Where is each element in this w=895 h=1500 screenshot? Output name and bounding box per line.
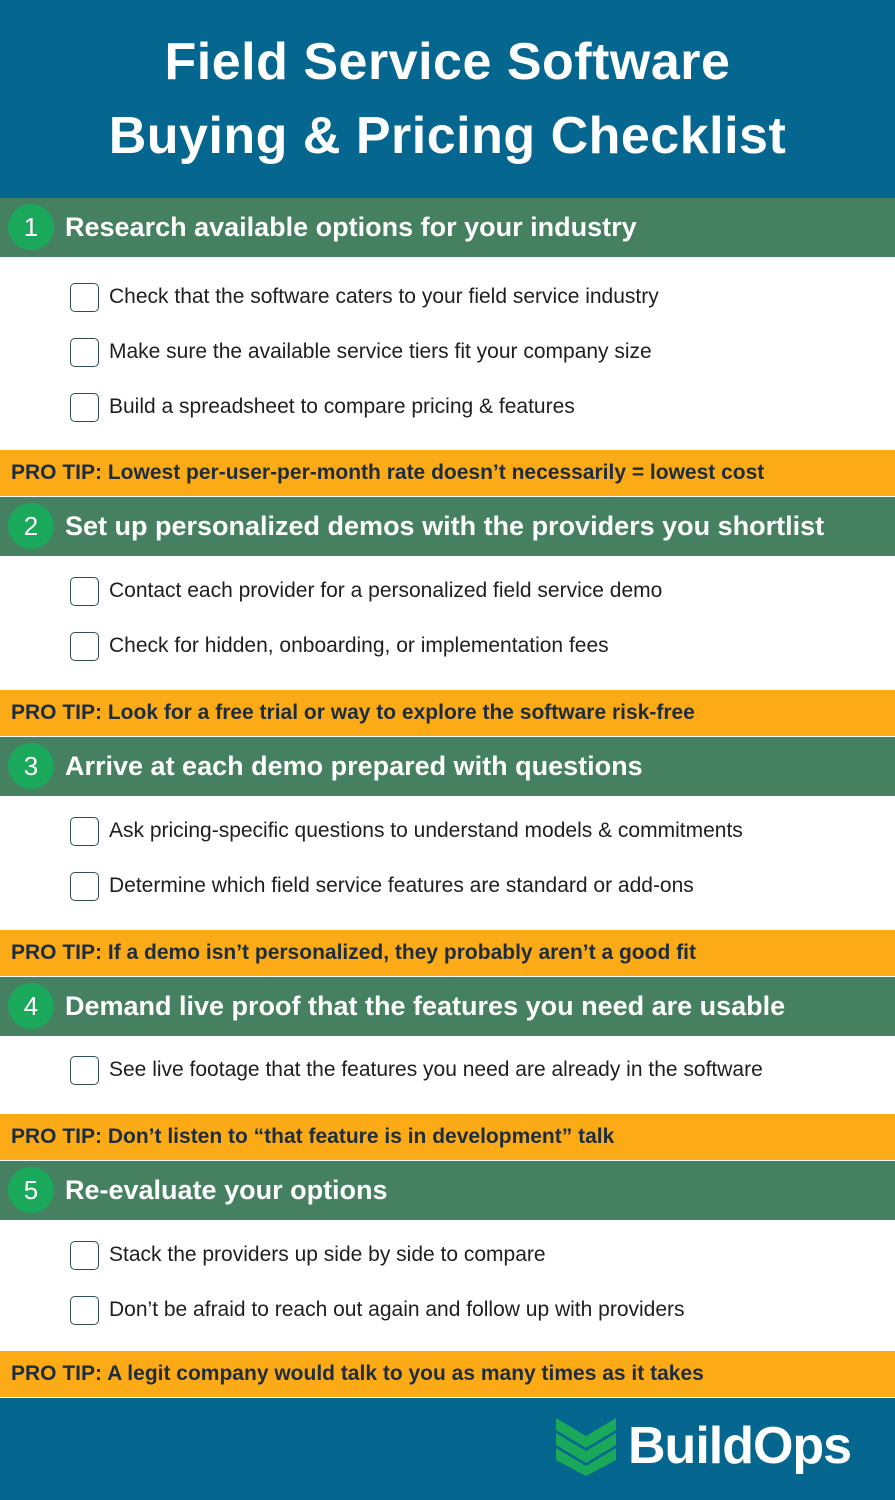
section-2-header — [0, 497, 895, 556]
checkbox[interactable] — [70, 632, 99, 661]
checklist-item-label: Contact each provider for a personalized field service demo — [109, 579, 663, 602]
pro-tip-label: PRO TIP: — [11, 1362, 103, 1385]
checklist-item-label: Don’t be afraid to reach out again and follow up with providers — [109, 1298, 685, 1321]
section-3-header — [0, 737, 895, 796]
checkbox[interactable] — [70, 577, 99, 606]
stacked-chevrons-logo-icon — [556, 1416, 616, 1476]
pro-tip-text: Lowest per-user-per-month rate doesn’t necessarily = lowest cost — [107, 461, 765, 484]
checklist-item-label: Determine which field service features are standard or add-ons — [109, 874, 694, 897]
pro-tip-5 — [0, 1351, 895, 1397]
page-title-line-2: Buying & Pricing Checklist — [108, 107, 787, 165]
checkbox[interactable] — [70, 283, 99, 312]
checkbox[interactable] — [70, 872, 99, 901]
checklist-item-label: Build a spreadsheet to compare pricing & features — [109, 395, 575, 418]
checkbox[interactable] — [70, 1241, 99, 1270]
footer — [0, 1398, 895, 1500]
checklist-item-label: Stack the providers up side by side to compare — [109, 1243, 546, 1266]
section-1-title: Research available options for your industry — [65, 212, 637, 242]
section-4-title: Demand live proof that the features you need are usable — [65, 991, 786, 1021]
checkbox[interactable] — [70, 1296, 99, 1325]
section-2-title: Set up personalized demos with the providers you shortlist — [65, 511, 825, 541]
pro-tip-2 — [0, 690, 895, 736]
checklist-item-label: Check that the software caters to your field service industry — [109, 285, 659, 308]
header — [0, 0, 895, 198]
section-3-title: Arrive at each demo prepared with questions — [65, 751, 643, 781]
page-title-line-1: Field Service Software — [164, 33, 731, 91]
checkbox[interactable] — [70, 817, 99, 846]
pro-tip-label: PRO TIP: — [11, 701, 103, 724]
checkbox[interactable] — [70, 338, 99, 367]
checklist-item-label: Check for hidden, onboarding, or implementation fees — [109, 634, 609, 657]
logo-text: BuildOps — [628, 1417, 852, 1475]
pro-tip-text: A legit company would talk to you as many times as it takes — [107, 1362, 704, 1385]
section-4-header — [0, 977, 895, 1036]
pro-tip-text: If a demo isn’t personalized, they probably aren’t a good fit — [107, 941, 696, 964]
checkbox[interactable] — [70, 393, 99, 422]
pro-tip-text: Don’t listen to “that feature is in development” talk — [107, 1125, 615, 1148]
section-5-number: 5 — [8, 1167, 54, 1213]
pro-tip-label: PRO TIP: — [11, 461, 103, 484]
checklist-item-label: Ask pricing-specific questions to understand models & commitments — [109, 819, 743, 842]
checklist-item-label: See live footage that the features you need are already in the software — [109, 1058, 763, 1081]
pro-tip-label: PRO TIP: — [11, 1125, 103, 1148]
pro-tip-text: Look for a free trial or way to explore the software risk-free — [107, 701, 695, 724]
checklist-item-label: Make sure the available service tiers fit your company size — [109, 340, 652, 363]
pro-tip-4 — [0, 1114, 895, 1160]
section-3-number: 3 — [8, 743, 54, 789]
section-1-number: 1 — [8, 204, 54, 250]
section-4-number: 4 — [8, 983, 54, 1029]
section-2-number: 2 — [8, 503, 54, 549]
pro-tip-3 — [0, 930, 895, 976]
section-1-header — [0, 198, 895, 257]
section-5-header — [0, 1161, 895, 1220]
section-5-title: Re-evaluate your options — [65, 1175, 388, 1205]
checkbox[interactable] — [70, 1056, 99, 1085]
pro-tip-1 — [0, 450, 895, 496]
pro-tip-label: PRO TIP: — [11, 941, 103, 964]
